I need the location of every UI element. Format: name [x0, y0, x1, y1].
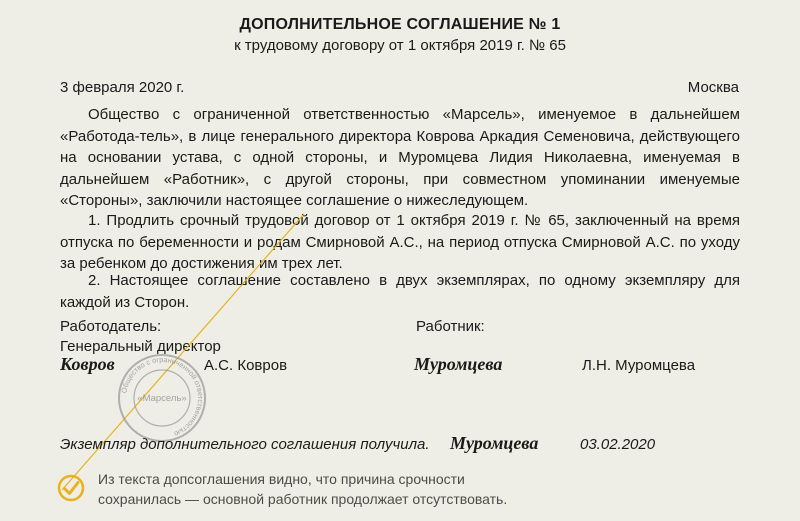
receipt-text: Экземпляр дополнительного соглашения получила.	[60, 436, 430, 453]
receipt-date: 03.02.2020	[580, 436, 656, 453]
clause-2-paragraph: 2. Настоящее соглашение составлено в двух экземплярах, по одному экземпляру для каждой из Сторон.	[60, 272, 740, 311]
employer-label: Работодатель:	[60, 318, 162, 335]
document-city: Москва	[687, 79, 739, 96]
employee-label: Работник:	[416, 318, 485, 335]
employee-signature: Муромцева	[414, 354, 503, 374]
employee-name: Л.Н. Муромцева	[582, 357, 696, 374]
hint-line-1: Из текста допсоглашения видно, что причина срочности	[98, 471, 465, 487]
employer-name: А.С. Ковров	[204, 357, 288, 374]
document-title: ДОПОЛНИТЕЛЬНОЕ СОГЛАШЕНИЕ № 1	[239, 16, 561, 33]
document-subtitle: к трудовому договору от 1 октября 2019 г. № 65	[234, 37, 566, 54]
check-circle-icon	[57, 474, 85, 502]
clause-1-paragraph: 1. Продлить срочный трудовой договор от 1 октября 2019 г. № 65, заключенный на время отпуска по беременности и родам Смирновой А.С., на период отпуска Смирновой А.С. по уходу за ребенком до достижения им трех лет.	[60, 212, 740, 272]
employer-position: Генеральный директор	[60, 338, 221, 355]
employer-signature: Ковров	[60, 354, 115, 374]
document-date: 3 февраля 2020 г.	[60, 79, 185, 96]
stamp-center-text: «Марсель»	[137, 393, 187, 404]
hint-line-2: сохранилась — основной работник продолжает отсутствовать.	[98, 491, 508, 507]
stamp-ring-text: Общество с ограниченной ответственностью	[119, 354, 206, 439]
company-stamp	[119, 355, 205, 441]
preamble-paragraph: Общество с ограниченной ответственностью «Марсель», именуемое в дальнейшем «Работода-тель», в лице генерального директора Коврова Аркадия Семеновича, действующего на основании устава, с одной стороны, и Муромцева Лидия Николаевна, именуемая в дальнейшем «Работник», с другой стороны, при совместном упоминании именуемые «Стороны», заключили настоящее соглашение о нижеследующем.	[60, 106, 740, 209]
receipt-signature: Муромцева	[450, 433, 539, 453]
